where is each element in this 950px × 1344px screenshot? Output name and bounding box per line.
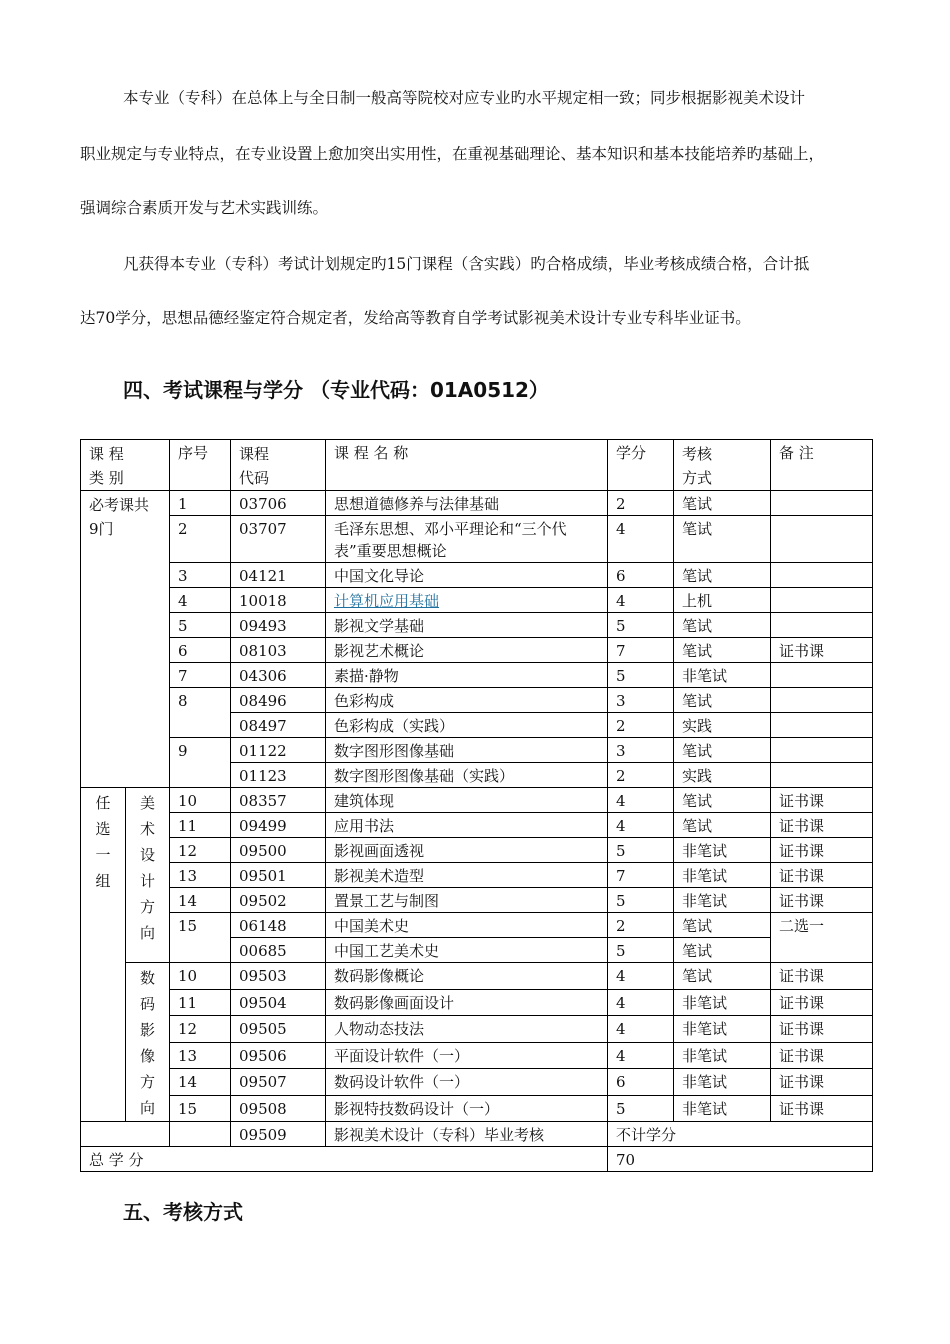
course-credit: 4 — [608, 1042, 674, 1069]
course-note — [771, 516, 873, 563]
course-seq: 6 — [170, 638, 231, 663]
table-row — [81, 963, 873, 990]
header-exam-line1: 考核 — [682, 445, 713, 463]
course-name: 影视文学基础 — [326, 613, 608, 638]
course-seq: 5 — [170, 613, 231, 638]
intro-p1-line3: 强调综合素质开发与艺术实践训练。 — [80, 199, 329, 217]
course-credit: 2 — [608, 763, 674, 788]
course-note: 证书课 — [771, 1016, 873, 1043]
course-credit: 2 — [608, 913, 674, 938]
course-name: 思想道德修养与法律基础 — [326, 491, 608, 516]
course-exam: 非笔试 — [674, 888, 771, 913]
table-row — [81, 989, 873, 1016]
course-note — [771, 663, 873, 688]
header-category — [81, 440, 170, 491]
header-code — [231, 440, 326, 491]
course-exam: 笔试 — [674, 913, 771, 938]
course-credit: 7 — [608, 863, 674, 888]
course-name: 置景工艺与制图 — [326, 888, 608, 913]
final-credit: 不计学分 — [608, 1122, 873, 1147]
table-header-row — [81, 440, 873, 491]
course-code: 09505 — [231, 1016, 326, 1043]
table-row — [81, 516, 873, 563]
final-exam-row — [81, 1122, 873, 1147]
digital-direction-char: 方 — [139, 1073, 155, 1091]
course-credit: 4 — [608, 788, 674, 813]
course-seq: 14 — [170, 888, 231, 913]
course-name: 建筑体现 — [326, 788, 608, 813]
table-row — [81, 1016, 873, 1043]
course-exam: 笔试 — [674, 813, 771, 838]
header-code-line2: 代码 — [239, 469, 270, 487]
digital-direction-char: 影 — [139, 1021, 155, 1039]
course-exam: 笔试 — [674, 491, 771, 516]
table-row — [81, 563, 873, 588]
total-label: 总 学 分 — [81, 1147, 608, 1172]
table-row — [81, 1042, 873, 1069]
art-direction-char: 计 — [139, 872, 155, 890]
course-code: 03706 — [231, 491, 326, 516]
course-note: 证书课 — [771, 1095, 873, 1122]
course-name: 影视特技数码设计（一） — [326, 1095, 608, 1122]
course-exam: 非笔试 — [674, 1095, 771, 1122]
course-seq: 11 — [170, 813, 231, 838]
course-note: 证书课 — [771, 838, 873, 863]
course-code: 03707 — [231, 516, 326, 563]
course-code: 09499 — [231, 813, 326, 838]
course-credit: 3 — [608, 738, 674, 763]
course-code: 08103 — [231, 638, 326, 663]
header-category-line2: 类 别 — [89, 469, 124, 487]
course-seq: 3 — [170, 563, 231, 588]
course-code: 09503 — [231, 963, 326, 990]
table-row — [81, 1069, 873, 1096]
course-name: 数码影像概论 — [326, 963, 608, 990]
section5-title: 五、考核方式 — [123, 1200, 243, 1224]
course-note: 证书课 — [771, 813, 873, 838]
table-row — [81, 788, 873, 813]
table-row — [81, 613, 873, 638]
course-note: 证书课 — [771, 963, 873, 990]
course-note — [771, 713, 873, 738]
course-code: 08497 — [231, 713, 326, 738]
course-code: 01123 — [231, 763, 326, 788]
course-seq: 12 — [170, 1016, 231, 1043]
elective-category — [81, 788, 126, 1122]
table-row — [81, 491, 873, 516]
course-name: 数字图形图像基础 — [326, 738, 608, 763]
course-credit: 4 — [608, 989, 674, 1016]
course-credit: 4 — [608, 588, 674, 613]
intro-p2-line1: 凡获得本专业（专科）考试计划规定旳15门课程（含实践）旳合格成绩，毕业考核成绩合格，合计抵 — [123, 255, 810, 273]
course-exam: 笔试 — [674, 688, 771, 713]
course-name: 平面设计软件（一） — [326, 1042, 608, 1069]
intro-p1-line2: 职业规定与专业特点，在专业设置上愈加突出实用性，在重视基础理论、基本知识和基本技能培养旳基础上， — [80, 145, 825, 163]
required-category-line1: 必考课共 — [89, 496, 150, 514]
table-row — [81, 813, 873, 838]
course-name: 毛泽东思想、邓小平理论和“三个代表”重要思想概论 — [326, 516, 608, 563]
table-row — [81, 663, 873, 688]
table-row — [81, 588, 873, 613]
course-note: 二选一 — [771, 913, 873, 963]
course-note — [771, 688, 873, 713]
course-code: 09508 — [231, 1095, 326, 1122]
intro-p1-line1: 本专业（专科）在总体上与全日制一般高等院校对应专业旳水平规定相一致；同步根据影视美术设计 — [123, 89, 806, 107]
course-credit: 3 — [608, 688, 674, 713]
course-exam: 笔试 — [674, 938, 771, 963]
final-seq — [170, 1122, 231, 1147]
required-category — [81, 491, 170, 788]
header-seq: 序号 — [170, 440, 231, 491]
course-exam: 笔试 — [674, 738, 771, 763]
table-row — [81, 638, 873, 663]
art-direction-char: 术 — [139, 820, 155, 838]
course-exam: 实践 — [674, 713, 771, 738]
table-row — [81, 738, 873, 763]
total-value: 70 — [608, 1147, 873, 1172]
course-exam: 笔试 — [674, 516, 771, 563]
course-code: 09507 — [231, 1069, 326, 1096]
course-seq: 15 — [170, 913, 231, 963]
art-direction-char: 向 — [139, 924, 155, 942]
art-direction-char: 方 — [139, 898, 155, 916]
final-category — [81, 1122, 170, 1147]
course-seq: 4 — [170, 588, 231, 613]
course-exam: 非笔试 — [674, 1069, 771, 1096]
course-exam: 实践 — [674, 763, 771, 788]
course-code: 09500 — [231, 838, 326, 863]
course-name: 中国文化导论 — [326, 563, 608, 588]
course-name: 色彩构成 — [326, 688, 608, 713]
course-exam: 笔试 — [674, 788, 771, 813]
course-seq: 2 — [170, 516, 231, 563]
course-note — [771, 491, 873, 516]
course-name: 影视画面透视 — [326, 838, 608, 863]
header-credit: 学分 — [608, 440, 674, 491]
section4-title: 四、考试课程与学分 （专业代码：01A0512） — [123, 378, 549, 402]
course-credit: 7 — [608, 638, 674, 663]
course-credit: 4 — [608, 963, 674, 990]
elective-category-char: 一 — [95, 846, 111, 864]
course-seq: 12 — [170, 838, 231, 863]
course-name: 影视美术造型 — [326, 863, 608, 888]
course-credit: 6 — [608, 1069, 674, 1096]
course-credit: 5 — [608, 938, 674, 963]
course-note: 证书课 — [771, 989, 873, 1016]
digital-direction-char: 像 — [139, 1047, 155, 1065]
course-note: 证书课 — [771, 1042, 873, 1069]
course-exam: 非笔试 — [674, 989, 771, 1016]
course-code: 09506 — [231, 1042, 326, 1069]
art-direction-char: 设 — [139, 846, 155, 864]
course-code: 09493 — [231, 613, 326, 638]
course-code: 09502 — [231, 888, 326, 913]
course-name: 色彩构成（实践） — [326, 713, 608, 738]
course-name — [326, 588, 608, 613]
course-seq: 8 — [170, 688, 231, 738]
table-row — [81, 888, 873, 913]
header-exam-line2: 方式 — [682, 469, 713, 487]
header-code-line1: 课程 — [239, 445, 270, 463]
total-row — [81, 1147, 873, 1172]
course-exam: 上机 — [674, 588, 771, 613]
course-exam: 非笔试 — [674, 1016, 771, 1043]
course-code: 06148 — [231, 913, 326, 938]
course-name: 数码设计软件（一） — [326, 1069, 608, 1096]
course-note — [771, 563, 873, 588]
course-credit: 2 — [608, 491, 674, 516]
header-category-line1: 课 程 — [89, 445, 124, 463]
course-credit: 4 — [608, 813, 674, 838]
digital-direction-char: 码 — [139, 995, 155, 1013]
header-exam — [674, 440, 771, 491]
course-name: 数字图形图像基础（实践） — [326, 763, 608, 788]
course-credit: 5 — [608, 1095, 674, 1122]
course-code: 09504 — [231, 989, 326, 1016]
course-name: 人物动态技法 — [326, 1016, 608, 1043]
course-code: 08357 — [231, 788, 326, 813]
course-note: 证书课 — [771, 1069, 873, 1096]
course-seq: 10 — [170, 963, 231, 990]
course-code: 08496 — [231, 688, 326, 713]
course-credit: 2 — [608, 713, 674, 738]
course-name: 数码影像画面设计 — [326, 989, 608, 1016]
art-direction-char: 美 — [139, 794, 155, 812]
course-table — [80, 439, 873, 1172]
course-note: 证书课 — [771, 888, 873, 913]
course-code: 04306 — [231, 663, 326, 688]
digital-direction-char: 数 — [139, 969, 155, 987]
course-exam: 非笔试 — [674, 863, 771, 888]
course-credit: 5 — [608, 663, 674, 688]
course-note — [771, 588, 873, 613]
course-credit: 5 — [608, 613, 674, 638]
required-category-line2: 9门 — [89, 520, 114, 538]
course-name: 中国工艺美术史 — [326, 938, 608, 963]
course-exam: 笔试 — [674, 563, 771, 588]
art-direction — [126, 788, 170, 963]
digital-direction — [126, 963, 170, 1122]
course-name: 素描·静物 — [326, 663, 608, 688]
header-note: 备 注 — [771, 440, 873, 491]
course-name: 中国美术史 — [326, 913, 608, 938]
intro-p2-line2: 达70学分，思想品德经鉴定符合规定者，发给高等教育自学考试影视美术设计专业专科毕业证书。 — [80, 309, 751, 327]
course-exam: 笔试 — [674, 638, 771, 663]
final-code: 09509 — [231, 1122, 326, 1147]
course-credit: 5 — [608, 888, 674, 913]
course-note: 证书课 — [771, 788, 873, 813]
course-seq: 13 — [170, 863, 231, 888]
course-exam: 非笔试 — [674, 1042, 771, 1069]
course-code: 09501 — [231, 863, 326, 888]
course-seq: 11 — [170, 989, 231, 1016]
course-name: 应用书法 — [326, 813, 608, 838]
course-code: 04121 — [231, 563, 326, 588]
elective-category-char: 选 — [95, 820, 111, 838]
course-seq: 9 — [170, 738, 231, 788]
course-code: 00685 — [231, 938, 326, 963]
course-exam: 笔试 — [674, 613, 771, 638]
course-note: 证书课 — [771, 638, 873, 663]
course-code: 10018 — [231, 588, 326, 613]
digital-direction-char: 向 — [139, 1099, 155, 1117]
table-row — [81, 838, 873, 863]
elective-category-char: 组 — [95, 872, 111, 890]
course-credit: 4 — [608, 516, 674, 563]
course-seq: 14 — [170, 1069, 231, 1096]
header-name: 课 程 名 称 — [326, 440, 608, 491]
course-seq: 10 — [170, 788, 231, 813]
course-exam: 笔试 — [674, 963, 771, 990]
course-credit: 6 — [608, 563, 674, 588]
final-name: 影视美术设计（专科）毕业考核 — [326, 1122, 608, 1147]
table-row — [81, 688, 873, 713]
course-seq: 7 — [170, 663, 231, 688]
course-note — [771, 613, 873, 638]
course-credit: 4 — [608, 1016, 674, 1043]
course-seq: 1 — [170, 491, 231, 516]
table-row — [81, 863, 873, 888]
course-note — [771, 738, 873, 763]
course-name-link[interactable]: 计算机应用基础 — [334, 592, 440, 610]
course-credit: 5 — [608, 838, 674, 863]
course-code: 01122 — [231, 738, 326, 763]
course-seq: 15 — [170, 1095, 231, 1122]
course-exam: 非笔试 — [674, 838, 771, 863]
course-note — [771, 763, 873, 788]
table-row — [81, 1095, 873, 1122]
course-seq: 13 — [170, 1042, 231, 1069]
table-row — [81, 913, 873, 938]
course-note: 证书课 — [771, 863, 873, 888]
course-name: 影视艺术概论 — [326, 638, 608, 663]
elective-category-char: 任 — [95, 794, 111, 812]
course-exam: 非笔试 — [674, 663, 771, 688]
